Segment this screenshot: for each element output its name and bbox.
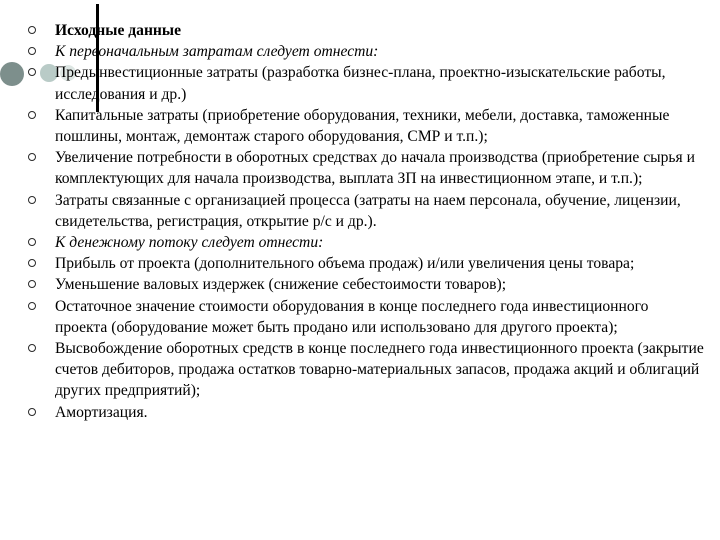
list-item — [0, 190, 720, 232]
bullet-icon — [28, 302, 36, 310]
list-item — [0, 274, 720, 295]
list-item — [0, 147, 720, 189]
list-item-text: Высвобождение оборотных средств в конце последнего года инвестиционного проекта (закрытие счетов дебиторов, продажа остатков товарно-материальных запасов, продажа акций и облигаций других предприятий); — [55, 340, 704, 400]
bullet-icon — [28, 68, 36, 76]
list-item-text: Затраты связанные с организацией процесса (затраты на наем персонала, обучение, лицензии, свидетельства, регистрация, открытие р/с и др.). — [55, 191, 681, 230]
bullet-icon — [28, 259, 36, 267]
list-item-text: Увеличение потребности в оборотных средствах до начала производства (приобретение сырья и комплектующих для начала производства, выплата ЗП на инвестиционном этапе, и т.п.); — [55, 149, 695, 188]
bullet-icon — [28, 47, 36, 55]
bullet-icon — [28, 26, 36, 34]
bullet-icon — [28, 111, 36, 119]
list-item-text: Уменьшение валовых издержек (снижение себестоимости товаров); — [55, 276, 507, 294]
list-item-text: Предынвестиционные затраты (разработка бизнес-плана, проектно-изыскательские работы, исследования и др.) — [55, 64, 666, 103]
list-item — [0, 20, 720, 41]
list-item — [0, 105, 720, 147]
bullet-icon — [28, 153, 36, 161]
bullet-icon — [28, 408, 36, 416]
list-item — [0, 402, 720, 423]
bullet-icon — [28, 238, 36, 246]
list-item — [0, 338, 720, 402]
list-item-text: Капитальные затраты (приобретение оборудования, техники, мебели, доставка, таможенные пошлины, монтаж, демонтаж старого оборудования, СМР и т.п.); — [55, 106, 670, 146]
list-item-text: К первоначальным затратам следует отнести: — [55, 43, 379, 61]
bullet-icon — [28, 344, 36, 352]
list-item — [0, 232, 720, 253]
list-item-text: Исходные данные — [55, 22, 182, 39]
list-item-text: Остаточное значение стоимости оборудования в конце последнего года инвестиционного проекта (оборудование может быть продано или использовано для другого проекта); — [55, 297, 649, 336]
list-item — [0, 253, 720, 274]
bullet-icon — [28, 196, 36, 204]
list-item — [0, 41, 720, 62]
list-item — [0, 296, 720, 338]
list-item-text: К денежному потоку следует отнести: — [55, 234, 324, 252]
list-item-text: Прибыль от проекта (дополнительного объема продаж) и/или увеличения цены товара; — [55, 255, 635, 273]
list-item — [0, 62, 720, 104]
list-item-text: Амортизация. — [55, 403, 148, 421]
bullet-list — [0, 20, 720, 423]
bullet-icon — [28, 280, 36, 288]
